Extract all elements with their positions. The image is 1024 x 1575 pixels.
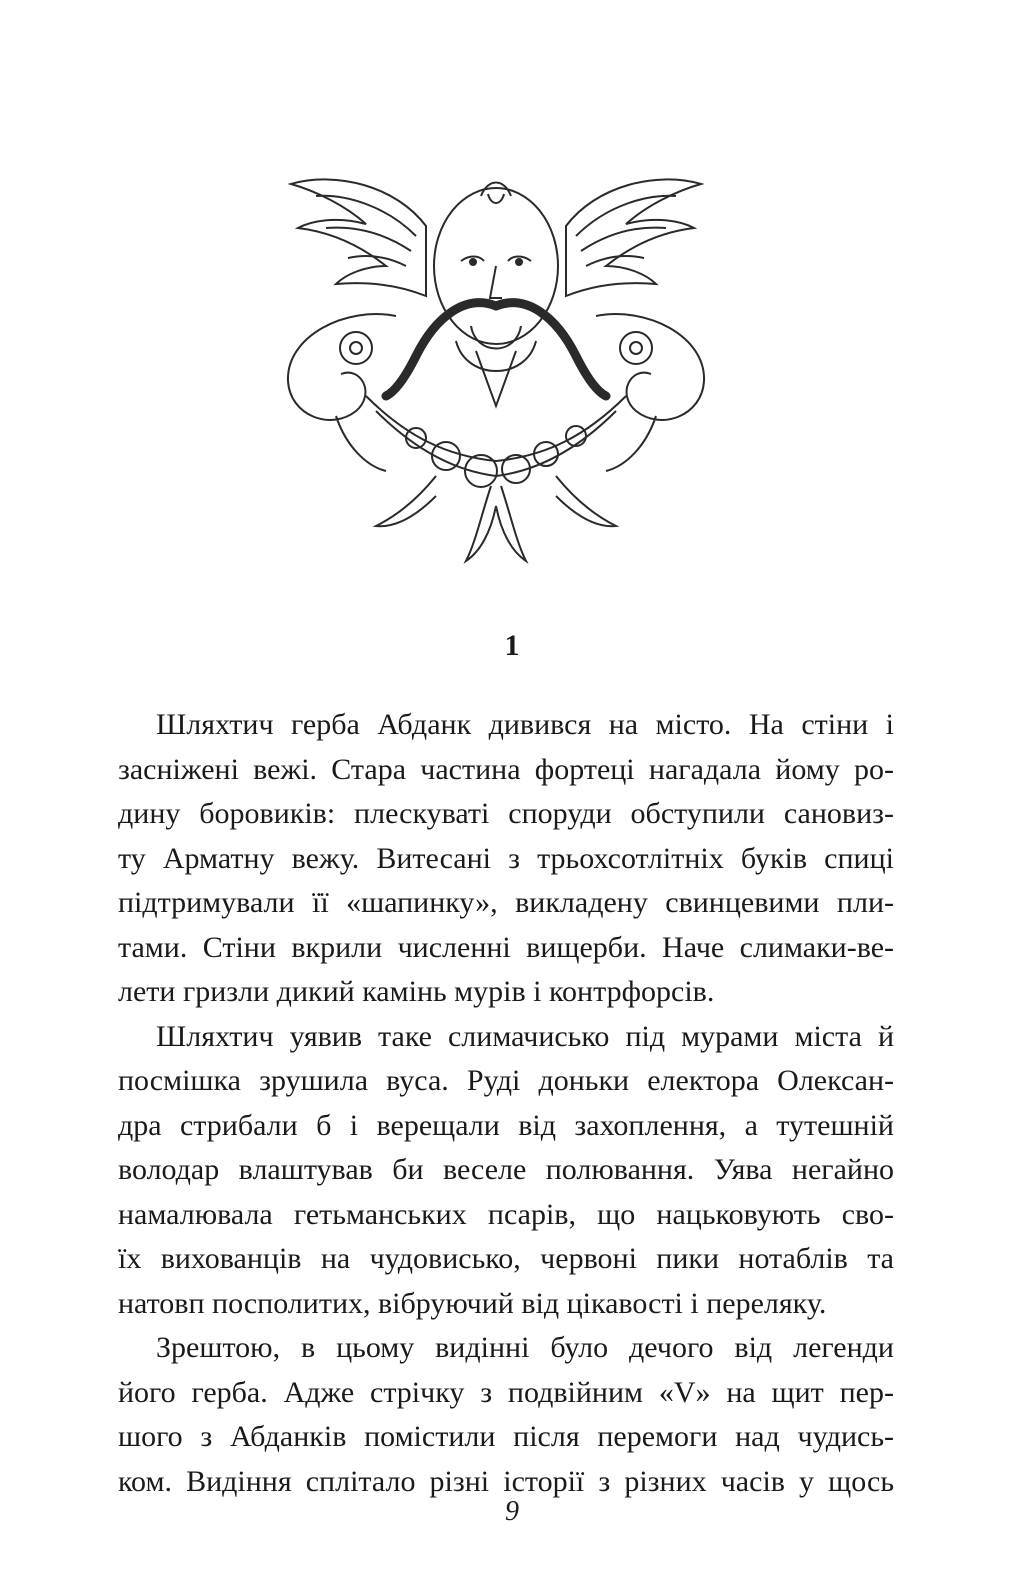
text-line: тами. Стіни вкрили численні вищерби. Наче слимаки-ве- <box>118 930 894 964</box>
text-line: шого з Абданків помістили після перемоги над чудись- <box>118 1420 894 1453</box>
winged-cossack-head-ornament-icon <box>276 166 716 574</box>
text-line: Шляхтич уявив таке слимачисько під мурами міста й <box>156 1019 894 1053</box>
text-line: засніжені вежі. Стара частина фортеці нагадала йому ро- <box>118 752 894 786</box>
page-number: 9 <box>505 1496 519 1527</box>
text-line: його герба. Адже стрічку з подвійним «V» на щит пер- <box>118 1375 894 1409</box>
text-line: лети гризли дикий камінь мурів і контрфорсів. <box>118 975 715 1008</box>
text-line: ком. Видіння сплітало різні історії з різних часів у щось <box>118 1464 894 1498</box>
chapter-number: 1 <box>504 629 520 662</box>
text-line: їх вихованців на чудовисько, червоні пики нотаблів та <box>118 1242 894 1275</box>
text-line: підтримували її «шапинку», викладену свинцевими пли- <box>118 886 894 919</box>
paragraph <box>118 1326 894 1504</box>
text-line: Шляхтич герба Абданк дивився на місто. На стіни і <box>156 708 894 741</box>
text-line: Зрештою, в цьому видінні було дечого від легенди <box>156 1331 894 1364</box>
text-line: володар влаштував би веселе полювання. Уява негайно <box>118 1153 894 1186</box>
text-line: дину боровиків: плескуваті споруди обступили сановиз- <box>118 797 894 830</box>
text-line: натовп посполитих, вібруючий від цікавості і переляку. <box>118 1286 827 1320</box>
paragraph <box>118 703 894 1015</box>
text-line: посмішка зрушила вуса. Руді доньки електора Олексан- <box>118 1064 894 1097</box>
text-line: дра стрибали б і верещали від захоплення, а тутешній <box>118 1108 894 1142</box>
text-line: намалювала гетьманських псарів, що нацьковують сво- <box>118 1197 894 1231</box>
paragraph <box>118 1015 894 1327</box>
body-text <box>118 703 894 1504</box>
text-line: ту Арматну вежу. Витесані з трьохсотлітніх буків спиці <box>118 841 894 875</box>
